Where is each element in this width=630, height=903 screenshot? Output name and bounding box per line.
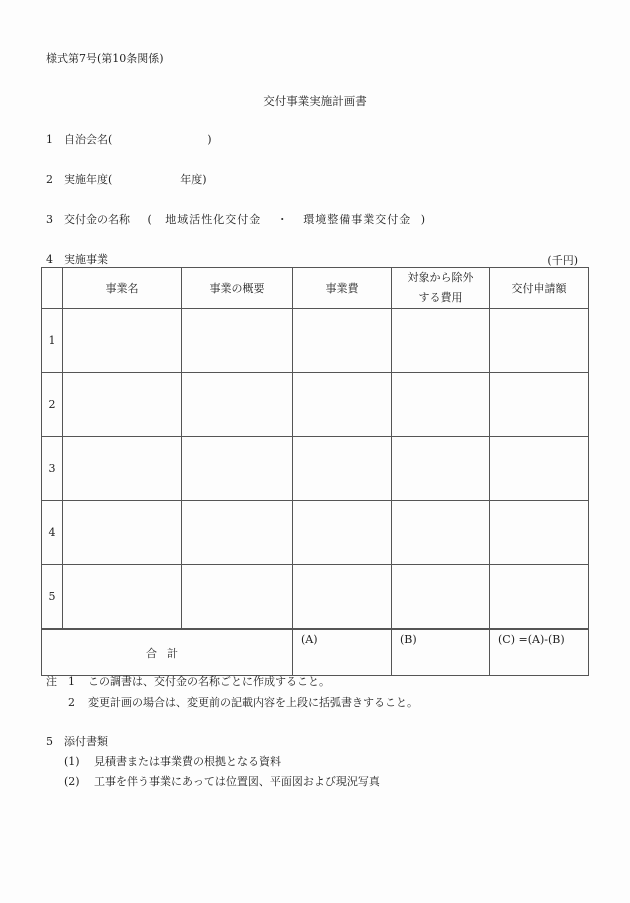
note-number: 1	[68, 675, 75, 688]
item-association-name	[46, 131, 212, 147]
table-row	[42, 437, 589, 501]
total-grant-cell[interactable]: (C) =(A)-(B)	[490, 629, 589, 676]
row-number: 1	[42, 309, 63, 373]
attachment-item	[64, 753, 281, 769]
note-text: 変更計画の場合は、変更前の記載内容を上段に括弧書きすること。	[88, 696, 418, 709]
project-summary-cell[interactable]	[182, 309, 293, 373]
project-cost-cell[interactable]	[293, 565, 392, 629]
attachments-number: 5	[46, 735, 53, 748]
header-project-cost: 事業費	[293, 268, 392, 309]
grant-amount-cell[interactable]	[490, 309, 589, 373]
header-excluded-cost	[392, 268, 490, 309]
grant-amount-cell[interactable]	[490, 437, 589, 501]
note-2	[46, 694, 418, 710]
excluded-cost-cell[interactable]	[392, 309, 490, 373]
header-project-summary: 事業の概要	[182, 268, 293, 309]
row-number: 2	[42, 373, 63, 437]
document-title: 交付事業実施計画書	[263, 94, 367, 108]
table-row	[42, 565, 589, 629]
header-line: する費用	[418, 291, 463, 304]
table-row	[42, 373, 589, 437]
table-header-row	[42, 268, 589, 309]
item-number: 1	[46, 133, 53, 146]
excluded-cost-cell[interactable]	[392, 565, 490, 629]
row-number: 5	[42, 565, 63, 629]
attachment-index: (1)	[64, 755, 80, 768]
total-cost-cell[interactable]: (A)	[293, 629, 392, 676]
project-cost-cell[interactable]	[293, 309, 392, 373]
project-name-cell[interactable]	[63, 373, 182, 437]
table-total-row	[42, 629, 589, 676]
item-number: 2	[46, 173, 53, 186]
item-grant-name	[46, 211, 425, 227]
item-number: 3	[46, 213, 53, 226]
project-cost-cell[interactable]	[293, 437, 392, 501]
item-number: 4	[46, 253, 53, 266]
attachment-item	[64, 773, 380, 789]
item-label: 自治会名(	[64, 133, 113, 146]
item-label: 交付金の名称	[64, 213, 130, 226]
total-label: 合計	[42, 629, 293, 676]
project-summary-cell[interactable]	[182, 437, 293, 501]
attachment-text: 見積書または事業費の根拠となる資料	[94, 755, 281, 768]
header-project-name: 事業名	[63, 268, 182, 309]
attachments-heading	[46, 733, 108, 749]
note-prefix: 注	[46, 675, 57, 688]
year-suffix: 年度)	[180, 173, 207, 186]
excluded-cost-cell[interactable]	[392, 437, 490, 501]
grant-option-environment[interactable]: 環境整備事業交付金	[303, 213, 412, 226]
header-line: 対象から除外	[407, 271, 474, 284]
header-grant-amount: 交付申請額	[490, 268, 589, 309]
note-text: この調書は、交付金の名称ごとに作成すること。	[88, 675, 330, 688]
close-paren: )	[207, 133, 212, 146]
note-1	[46, 673, 330, 689]
header-no	[42, 268, 63, 309]
total-excluded-cell[interactable]: (B)	[392, 629, 490, 676]
project-cost-cell[interactable]	[293, 501, 392, 565]
open-paren: (	[147, 213, 152, 226]
project-cost-cell[interactable]	[293, 373, 392, 437]
close-paren: )	[420, 213, 426, 226]
project-name-cell[interactable]	[63, 437, 182, 501]
grant-amount-cell[interactable]	[490, 501, 589, 565]
project-summary-cell[interactable]	[182, 373, 293, 437]
attachments-label: 添付書類	[64, 735, 108, 748]
project-name-cell[interactable]	[63, 501, 182, 565]
row-number: 3	[42, 437, 63, 501]
grant-option-regional[interactable]: 地域活性化交付金	[165, 213, 262, 226]
excluded-cost-cell[interactable]	[392, 373, 490, 437]
table-row	[42, 501, 589, 565]
project-name-cell[interactable]	[63, 309, 182, 373]
excluded-cost-cell[interactable]	[392, 501, 490, 565]
attachment-text: 工事を伴う事業にあっては位置図、平面図および現況写真	[94, 775, 380, 788]
note-number: 2	[68, 696, 75, 709]
option-separator: ・	[276, 213, 288, 226]
attachment-index: (2)	[64, 775, 80, 788]
row-number: 4	[42, 501, 63, 565]
item-fiscal-year	[46, 171, 207, 187]
form-number: 様式第7号(第10条関係)	[46, 52, 164, 65]
project-name-cell[interactable]	[63, 565, 182, 629]
item-label: 実施年度(	[64, 173, 113, 186]
item-projects	[46, 251, 108, 267]
grant-amount-cell[interactable]	[490, 373, 589, 437]
project-summary-cell[interactable]	[182, 501, 293, 565]
project-table	[41, 267, 589, 676]
grant-amount-cell[interactable]	[490, 565, 589, 629]
project-summary-cell[interactable]	[182, 565, 293, 629]
unit-label: (千円)	[547, 254, 578, 267]
table-row	[42, 309, 589, 373]
item-label: 実施事業	[64, 253, 108, 266]
